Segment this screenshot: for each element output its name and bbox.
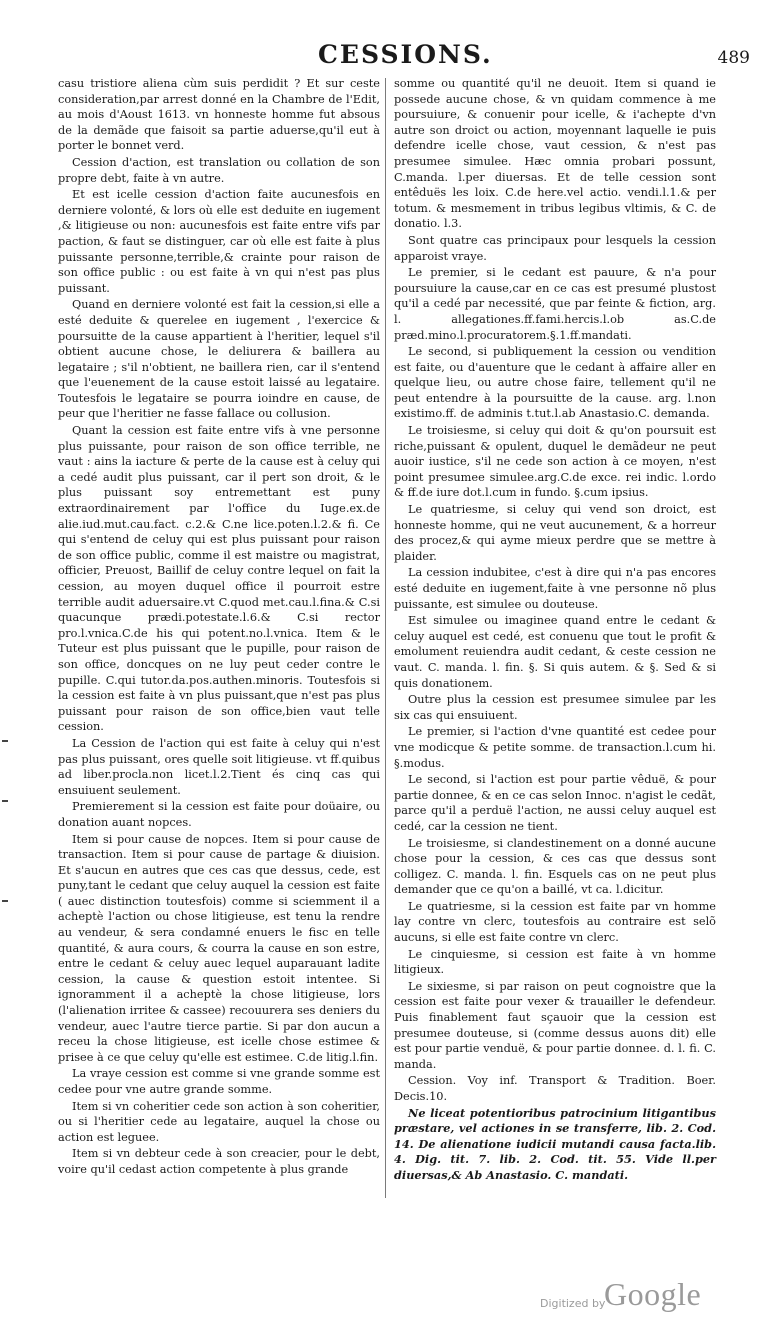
paragraph: Le quatriesme, si la cession est faite par vn homme lay contre vn clerc, toutesfois au contraire est selõ aucuns, si elle est faite contre vn clerc.	[394, 899, 716, 945]
paragraph: Le second, si l'action est pour partie vêduë, & pour partie donnee, & en ce cas selon Innoc. n'agist le cedãt, parce qu'il a perduë l'action, ne aussi celuy auquel est cedé, car la cession ne tient.	[394, 773, 716, 833]
page-number: 489	[717, 48, 750, 68]
running-title: CESSIONS.	[318, 40, 493, 69]
margin-mark	[2, 900, 8, 902]
paragraph: La vraye cession est comme si vne grande somme est cedee pour vne autre grande somme.	[58, 1067, 380, 1096]
paragraph: Ne liceat potentioribus patrocinium litigantibus præstare, vel actiones in se transferre, lib. 2. Cod. 14. De alienatione iudicii mutandi causa facta.lib. 4. Dig. tit. 7. lib. 2. Cod. tit. 55. Vide ll.per diuersas,& Ab Anastasio. C. mandati.	[394, 1105, 716, 1182]
paragraph: Outre plus la cession est presumee simulee par les six cas qui ensuiuent.	[394, 693, 716, 722]
paragraph: Quant la cession est faite entre vifs à vne personne plus puissante, pour raison de son office terrible, ne vaut : ains la iacture & perte de la cause est à celuy qui a cedé audit plus puissant, car il pert son droit, & le plus puissant soy entremettant est puny extraordinairement par l'office du Iuge.ex.de alie.iud.mut.cau.fact. c.2.& C.ne lice.poten.l.2.& fi. Ce qui s'entend de celuy qui est plus puissant pour raison de son office public, comme il est maistre ou magistrat, officier, Preuost, Baillif de celuy contre lequel on fait la cession, au moyen duquel office il pourroit estre terrible audit aduersaire.vt C.quod met.cau.l.fina.& C.si quacunque prædi.potestate.l.6.& C.si rector pro.l.vnica.C.de his qui potent.no.l.vnica. Item & le Tuteur est plus puissant que le pupille, pour raison de son office, doncques on ne luy peut ceder contre le pupille. C.qui tutor.da.pos.authen.minoris. Toutesfois si la cession est faite à vn plus puissant,que n'est pas plus puissant pour raison de son office,bien vaut telle cession.	[58, 424, 380, 734]
paragraph: Le cinquiesme, si cession est faite à vn homme litigieux.	[394, 947, 716, 977]
left-column	[58, 76, 380, 1178]
paragraph: Cession. Voy inf. Transport & Tradition. Boer. Decis.10.	[394, 1074, 716, 1103]
paragraph: Le sixiesme, si par raison on peut cognoistre que la cession est faite pour vexer & trauailler le defendeur. Puis finablement faut sçauoir que la cession est presumee douteuse, si (comme dessus auons dit) elle est pour partie venduë, & pour partie donnee. d. l. fi. C. manda.	[394, 979, 716, 1071]
paragraph: Premierement si la cession est faite pour doüaire, ou donation auant nopces.	[58, 800, 380, 829]
paragraph: Quand en derniere volonté est fait la cession,si elle a esté deduite & querelee en iugement , l'exercice & poursuitte de la cause appartient à l'heritier, lequel s'il obtient aucune chose, le deliurera & baillera au legataire ; s'il n'obtient, ne baillera rien, car il s'entend que l'euenement de la cause estoit laissé au legataire. Toutesfois le legataire se pourra ioindre en cause, de peur que l'heritier ne fasse fallace ou collusion.	[58, 298, 380, 421]
paragraph: Le premier, si l'action d'vne quantité est cedee pour vne modicque & petite somme. de transaction.l.cum hi. §.modus.	[394, 725, 716, 770]
google-logo: Google	[604, 1276, 702, 1312]
paragraph: Et est icelle cession d'action faite aucunesfois en derniere volonté, & lors où elle est deduite en iugement ,& litigieuse ou non: aucunesfois est faite entre vifs par paction, & faut se distinguer, car où elle est faite à plus puissante personne,terrible,& crainte pour raison de son office public : ou est faite à vn qui n'est pas plus puissant.	[58, 188, 380, 295]
page-header	[48, 42, 768, 74]
paragraph: Est simulee ou imaginee quand entre le cedant & celuy auquel est cedé, est conuenu que tout le profit & emolument reuiendra audit cedant, & ceste cession ne vaut. C. manda. l. fin. §. Si quis autem. & §. Sed & si quis donationem.	[394, 614, 716, 690]
paragraph: casu tristiore aliena cùm suis perdidit ? Et sur ceste consideration,par arrest donné en la Chambre de l'Edit, au mois d'Aoust 1613. vn honneste homme fut absous de la demãde que faisoit sa partie aduerse,qu'il eut à porter le bonnet verd.	[58, 77, 380, 153]
paragraph: La Cession de l'action qui est faite à celuy qui n'est pas plus puissant, ores quelle soit litigieuse. vt ff.quibus ad liber.procla.non licet.l.2.Tient és cinq cas qui ensuiuent seulement.	[58, 736, 380, 797]
paragraph: somme ou quantité qu'il ne deuoit. Item si quand ie possede aucune chose, & vn quidam commence à me poursuiure, & conuenir pour icelle, & i'achepte d'vn autre son droict ou action, moyennant laquelle ie puis defendre icelle chose, vaut cession, & n'est pas presumee simulee. Hæc omnia probari possunt, C.manda. l.per diuersas. Et de telle cession sont entêduës les loix. C.de here.vel actio. vendi.l.1.& per totum. & mesmement in tribus legibus vltimis, & C. de donatio. l.3.	[394, 77, 716, 231]
paragraph: Le premier, si le cedant est pauure, & n'a pour poursuiure la cause,car en ce cas est presumé plustost qu'il a cedé par necessité, que par feinte & fiction, arg. l. allegationes.ff.fami.hercis.l.ob as.C.de præd.mino.l.procuratorem.§.1.ff.mandati.	[394, 266, 716, 342]
paragraph: Le second, si publiquement la cession ou vendition est faite, ou d'auenture que le cedant à affaire aller en quelque lieu, ou autre chose faire, tellement qu'il ne peut entendre à la poursuitte de la cause. arg. l.non existimo.ff. de adminis t.tut.l.ab Anastasio.C. demanda.	[394, 345, 716, 421]
paragraph: Le troisiesme, si clandestinement on a donné aucune chose pour la cession, & ces cas que dessus sont colligez. C. manda. l. fin. Esquels cas on ne peut plus demander que ce qu'on a baillé, vt ca. l.dicitur.	[394, 836, 716, 897]
paragraph: Le quatriesme, si celuy qui vend son droict, est honneste homme, qui ne veut aucunement, & a horreur des procez,& qui ayme mieux perdre que se mettre à plaider.	[394, 503, 716, 563]
paragraph: Item si vn coheritier cede son action à son coheritier, ou si l'heritier cede au legataire, auquel la chose ou action est leguee.	[58, 1099, 380, 1144]
margin-mark	[2, 800, 8, 802]
paragraph: Le troisiesme, si celuy qui doit & qu'on poursuit est riche,puissant & opulent, duquel le demãdeur ne peut auoir iustice, s'il ne cede son action à ce moyen, n'est point presumee simulee.arg.C.de exce. rei indic. l.ordo & ff.de iure dot.l.cum in fundo. §.cum ipsius.	[394, 424, 716, 500]
digitized-by-text: Digitized by	[540, 1297, 606, 1310]
paragraph: Sont quatre cas principaux pour lesquels la cession apparoist vraye.	[394, 233, 716, 263]
column-divider	[385, 78, 386, 1198]
digitization-watermark	[540, 1276, 770, 1320]
paragraph: Item si vn debteur cede à son creacier, pour le debt, voire qu'il cedast action competente à plus grande	[58, 1147, 380, 1176]
paragraph: La cession indubitee, c'est à dire qui n'a pas encores esté deduite en iugement,faite à vne personne nõ plus puissante, est simulee ou douteuse.	[394, 566, 716, 611]
book-page	[48, 42, 768, 1222]
right-column	[394, 76, 716, 1184]
margin-mark	[2, 740, 8, 742]
paragraph: Cession d'action, est translation ou collation de son propre debt, faite à vn autre.	[58, 155, 380, 185]
paragraph: Item si pour cause de nopces. Item si pour cause de transaction. Item si pour cause de partage & diuision. Et s'aucun en autres que ces cas que dessus, cede, est puny,tant le cedant que celuy auquel la cession est faite ( auec distinction toutesfois) comme si sciemment il a acheptè l'action ou chose litigieuse, est tenu la rendre au vendeur, & sera condamné enuers le fisc en telle quantité, & aura cours, & courra la cause en son estre, entre le cedant & celuy auec lequel auparauant ladite cession, la cause & question estoit intentee. Si ignoramment il a acheptè la chose litigieuse, lors (l'alienation irritee & cassee) recouurera ses deniers du vendeur, auec l'autre tierce partie. Si par don aucun a receu la chose litigieuse, est icelle chose estimee & prisee à ce que celuy qu'elle est estimee. C.de litig.l.fin.	[58, 832, 380, 1064]
